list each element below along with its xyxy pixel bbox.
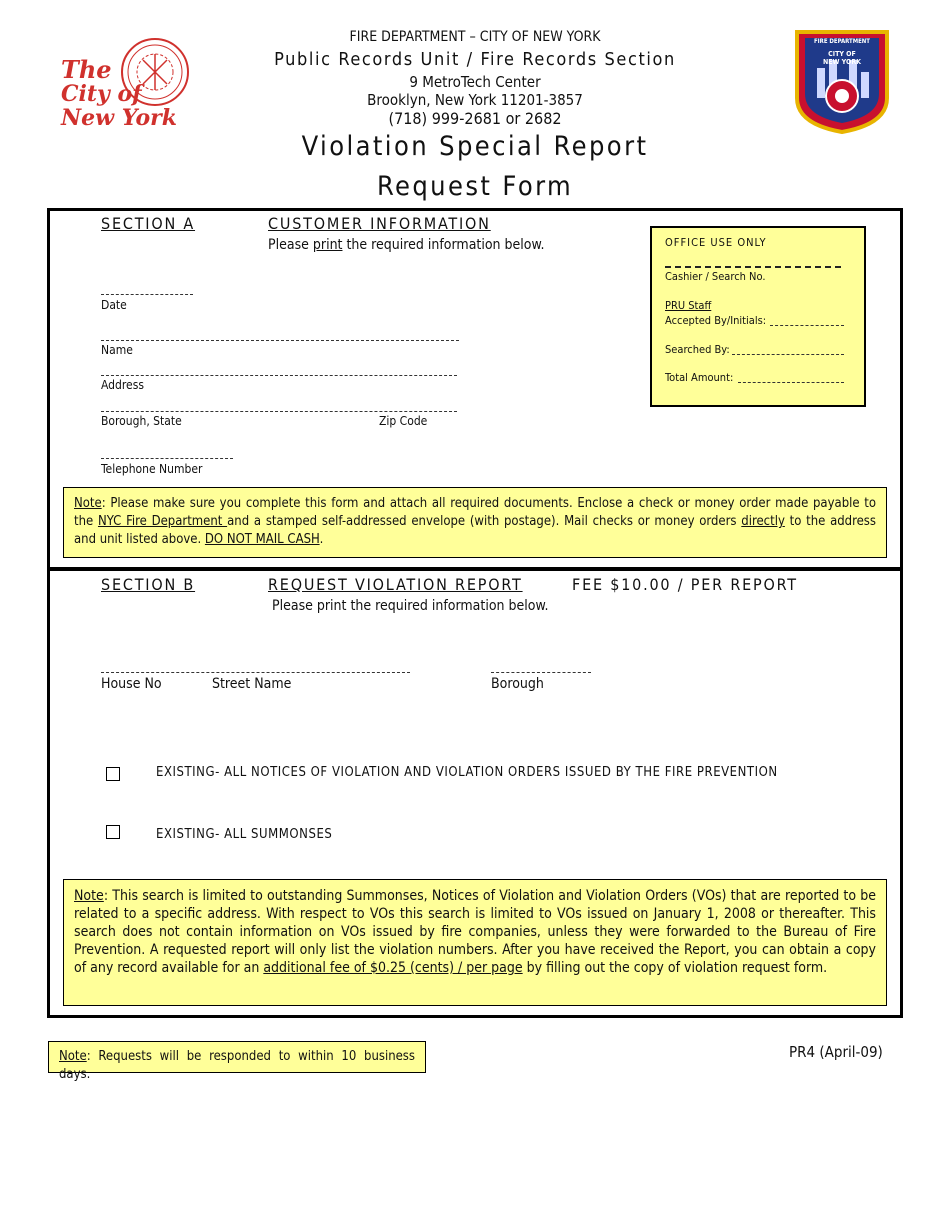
note-a-label: Note xyxy=(74,496,102,511)
section-b-instructions: Please print the required information below. xyxy=(272,598,549,614)
note-a-payee: NYC Fire Department xyxy=(97,514,228,529)
address-line-2: Brooklyn, New York 11201-3857 xyxy=(367,91,583,109)
violations-option-label: EXISTING- ALL NOTICES OF VIOLATION AND VIOLATION ORDERS ISSUED BY THE FIRE PREVENTION xyxy=(156,765,778,780)
logo-line-1: The xyxy=(61,55,112,84)
footer-note-text: : Requests will be responded to within 10 business days. xyxy=(59,1049,415,1082)
accepted-field[interactable] xyxy=(770,325,844,326)
phone-numbers: (718) 999-2681 or 2682 xyxy=(388,109,562,128)
note-a-text-2: and a stamped self-addressed envelope (with postage). Mail checks or money orders xyxy=(227,514,742,529)
zip-code-label: Zip Code xyxy=(379,414,428,428)
borough-field[interactable] xyxy=(491,672,591,673)
section-a-instructions xyxy=(268,237,545,253)
office-title: OFFICE USE ONLY xyxy=(665,236,767,249)
office-use-only-box xyxy=(650,226,866,407)
note-b-label: Note xyxy=(74,888,104,904)
note-b-text-1: : This search is limited to outstanding Summonses, Notices of Violation and Violation Orders (VOs) that are reported to be related to a specific address. With respect to VOs this search is limited to VOs issued on January 1, 2008 or thereafter. This search does not contain information on VOs issued by fire companies, unless they were forwarded to the Bureau of Fire Prevention. A requested report will only list the violation numbers. After you have received the Report, you can obtain a copy of any record available for an xyxy=(74,888,876,976)
summonses-checkbox[interactable] xyxy=(106,825,120,839)
name-label: Name xyxy=(101,343,133,357)
footer-note-label: Note xyxy=(59,1049,87,1064)
note-a-text-1: : Please make sure you complete this form and attach all required documents. Enclose a check or money order made payable to the xyxy=(74,496,876,529)
address-label: Address xyxy=(101,378,144,392)
note-a-text-4: . xyxy=(319,532,324,547)
date-field[interactable] xyxy=(101,294,193,295)
unit-name: Public Records Unit / Fire Records Section xyxy=(274,49,676,70)
telephone-label: Telephone Number xyxy=(101,462,203,476)
note-b-text-2: by filling out the copy of violation request form. xyxy=(522,960,828,976)
section-a-label: SECTION A xyxy=(101,214,196,233)
cashier-label: Cashier / Search No. xyxy=(665,270,766,283)
section-b-label: SECTION B xyxy=(101,575,196,594)
house-no-label: House No xyxy=(101,676,162,692)
searched-label: Searched By: xyxy=(665,343,730,356)
instr-pre: Please xyxy=(268,237,313,253)
page-subtitle: Request Form xyxy=(376,171,574,202)
borough-state-field[interactable] xyxy=(101,411,457,412)
logo-line-2: City of xyxy=(61,81,142,107)
borough-label: Borough xyxy=(491,676,544,692)
form-id: PR4 (April-09) xyxy=(789,1043,883,1061)
instr-post: the required information below. xyxy=(342,237,545,253)
address-line-1: 9 MetroTech Center xyxy=(409,73,541,91)
badge-text-top: FIRE DEPARTMENT xyxy=(813,38,870,45)
note-a-no-cash: DO NOT MAIL CASH xyxy=(204,532,320,547)
instr-print: print xyxy=(312,237,343,253)
note-a-text-3: to the address and unit listed above. xyxy=(74,514,876,547)
telephone-field[interactable] xyxy=(101,458,233,459)
department-name: FIRE DEPARTMENT – CITY OF NEW YORK xyxy=(349,29,601,45)
page-title: Violation Special Report xyxy=(301,131,649,162)
pru-staff-label: PRU Staff xyxy=(665,299,712,312)
section-a-note xyxy=(63,487,887,558)
total-amount-label: Total Amount: xyxy=(665,371,734,384)
section-b-title: REQUEST VIOLATION REPORT xyxy=(268,575,523,594)
logo-line-3: New York xyxy=(61,105,178,131)
footer-note xyxy=(48,1041,426,1082)
cashier-field[interactable] xyxy=(665,266,841,268)
address-field[interactable] xyxy=(101,375,457,376)
street-name-label: Street Name xyxy=(212,676,292,692)
section-b-fee: FEE $10.00 / PER REPORT xyxy=(572,575,798,594)
note-a-directly: directly xyxy=(741,514,785,529)
total-amount-field[interactable] xyxy=(738,382,844,383)
date-label: Date xyxy=(101,298,127,312)
violations-checkbox[interactable] xyxy=(106,767,120,781)
searched-field[interactable] xyxy=(732,354,844,355)
badge-text-mid: CITY OF xyxy=(828,50,856,58)
summonses-option-label: EXISTING- ALL SUMMONSES xyxy=(156,827,333,842)
badge-text-bottom: NEW YORK xyxy=(822,58,862,66)
section-b-note xyxy=(63,879,887,1006)
section-a-title: CUSTOMER INFORMATION xyxy=(268,214,491,233)
name-field[interactable] xyxy=(101,340,459,341)
house-street-field[interactable] xyxy=(101,672,410,673)
note-b-fee: additional fee of $0.25 (cents) / per page xyxy=(263,960,523,976)
borough-state-label: Borough, State xyxy=(101,414,182,428)
accepted-label: Accepted By/Initials: xyxy=(665,314,767,327)
